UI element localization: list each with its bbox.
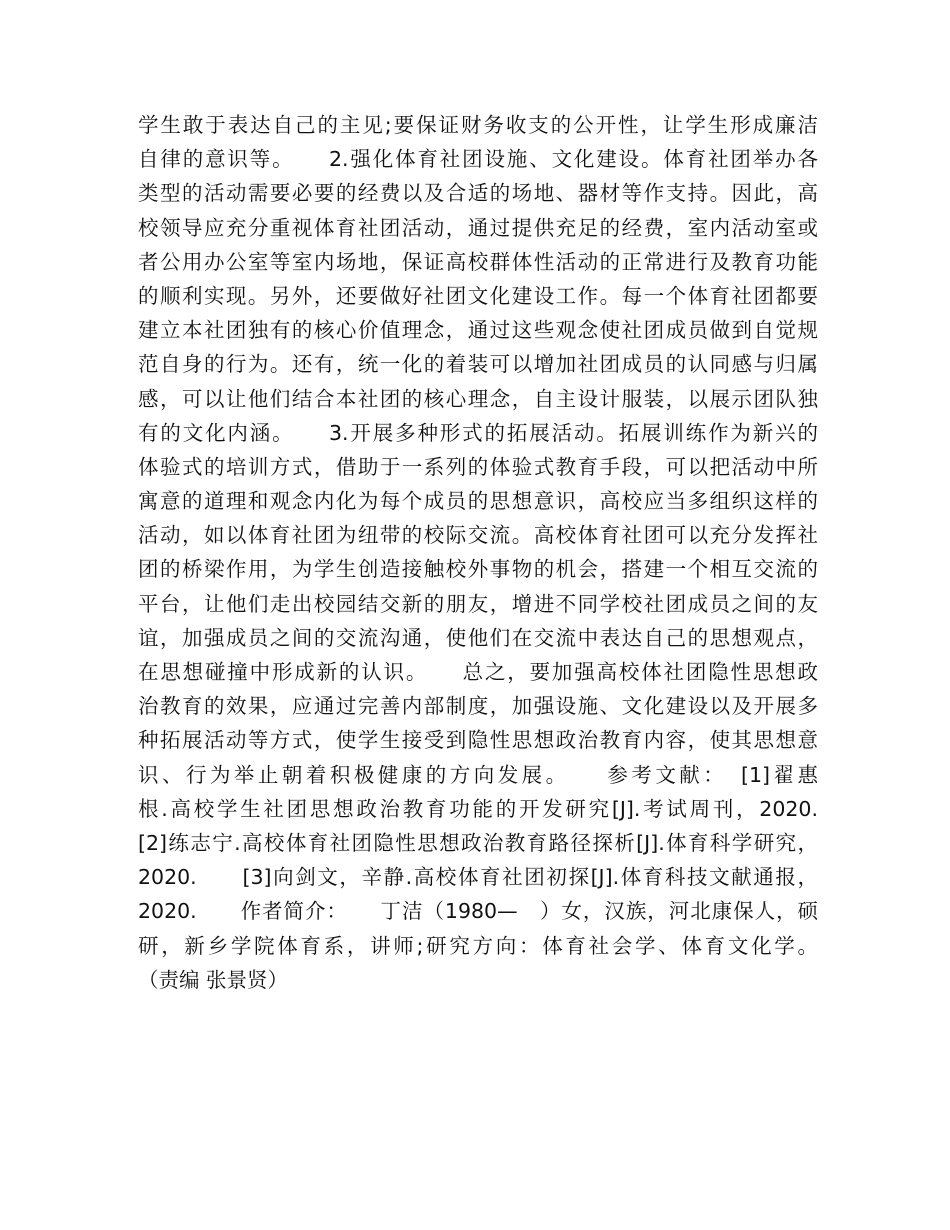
text-line: 有的文化内涵。 3.开展多种形式的拓展活动。拓展训练作为新兴的: [138, 420, 818, 445]
text-line: 活动，如以体育社团为纽带的校际交流。高校体育社团可以充分发挥社: [138, 523, 818, 548]
text-line: 治教育的效果，应通过完善内部制度，加强设施、文化建设以及开展多: [138, 694, 818, 719]
editor-note: （责编 张景贤）: [138, 967, 289, 992]
text-line: 学生敢于表达自己的主见;要保证财务收支的公开性，让学生形成廉洁: [138, 113, 818, 137]
text-line: 者公用办公室等室内场地，保证高校群体性活动的正常进行及教育功能: [138, 249, 818, 274]
text-line: 种拓展活动等方式，使学生接受到隐性思想政治教育内容，使其思想意: [138, 728, 818, 753]
text-line: 感，可以让他们结合本社团的核心理念，自主设计服装，以展示团队独: [138, 386, 818, 411]
text-line: 2020. 作者简介： 丁洁（1980— ）女，汉族，河北康保人，硕: [138, 899, 818, 924]
text-line: 在思想碰撞中形成新的认识。 总之，要加强高校体社团隐性思想政: [138, 660, 818, 684]
text-line: 2020. [3]向剑文，辛静.高校体育社团初探[J].体育科技文献通报，: [138, 865, 818, 890]
text-line: 体验式的培训方式，借助于一系列的体验式教育手段，可以把活动中所: [138, 454, 818, 479]
text-line: 类型的活动需要必要的经费以及合适的场地、器材等作支持。因此，高: [138, 181, 818, 206]
text-line: 研，新乡学院体育系，讲师;研究方向：体育社会学、体育文化学。: [138, 933, 818, 958]
text-line: 自律的意识等。 2.强化体育社团设施、文化建设。体育社团举办各: [138, 147, 818, 172]
text-line: 团的桥梁作用，为学生创造接触校外事物的机会，搭建一个相互交流的: [138, 557, 818, 582]
text-line: [2]练志宁.高校体育社团隐性思想政治教育路径探析[J].体育科学研究，: [138, 830, 818, 855]
text-line: 的顺利实现。另外，还要做好社团文化建设工作。每一个体育社团都要: [138, 283, 818, 308]
text-line: 校领导应充分重视体育社团活动，通过提供充足的经费，室内活动室或: [138, 215, 818, 240]
text-line: 寓意的道理和观念内化为每个成员的思想意识，高校应当多组织这样的: [138, 489, 818, 514]
text-line: 平台，让他们走出校园结交新的朋友，增进不同学校社团成员之间的友: [138, 591, 818, 616]
article-body: [138, 108, 818, 997]
text-line: 范自身的行为。还有，统一化的着装可以增加社团成员的认同感与归属: [138, 352, 818, 377]
text-line: 建立本社团独有的核心价值理念，通过这些观念使社团成员做到自觉规: [138, 318, 818, 343]
text-line: 识、行为举止朝着积极健康的方向发展。 参考文献： [1]翟惠: [138, 762, 818, 787]
text-line: 谊，加强成员之间的交流沟通，使他们在交流中表达自己的思想观点，: [138, 625, 818, 650]
text-line: 根.高校学生社团思想政治教育功能的开发研究[J].考试周刊，2020.: [138, 796, 818, 821]
